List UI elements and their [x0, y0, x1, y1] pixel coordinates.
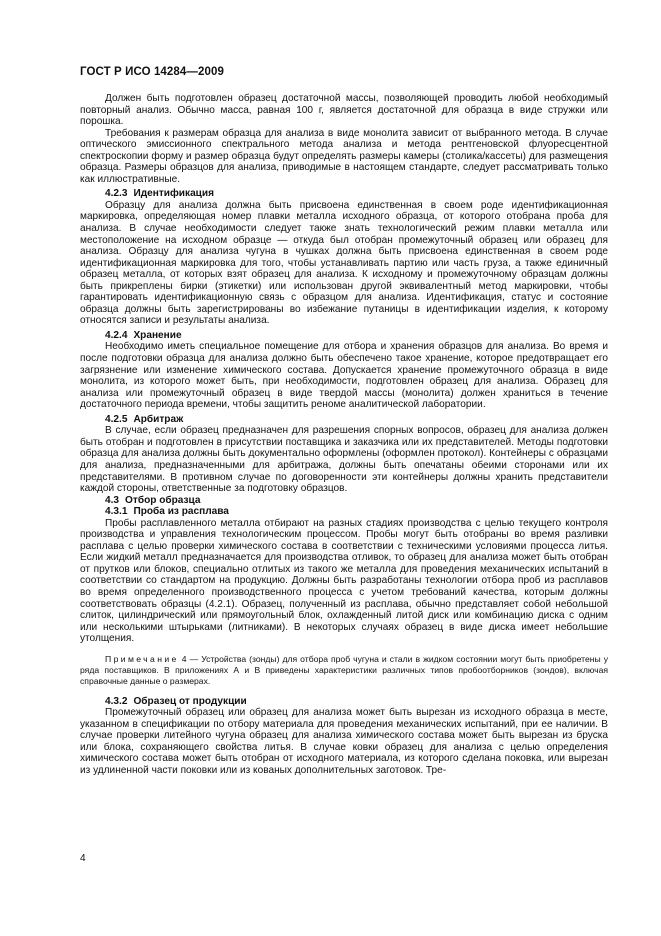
- section-title: Арбитраж: [133, 413, 184, 425]
- page-number: 4: [80, 853, 86, 864]
- note-label: Примечание: [105, 653, 179, 664]
- section-number: 4.3: [105, 494, 120, 506]
- section-heading: [80, 414, 608, 426]
- document-body: [80, 93, 608, 777]
- paragraph: Пробы расплавленного металла отбирают на разных стадиях производства с целью текущего контроля производства и управления технологическим процессом. Пробы могут быть отобраны во время разливки расплава с целью проверки химического состава в соответствии с техническими условиями процесса литья. Если жидкий металл предназначается для производства отливок, то образец для анализа может быть отобран от прутков или блоков, специально отлитых из такого же металла для проведения механических испытаний в соответствии со стандартом на продукцию. Должны быть разработаны технологии отбора проб из расплавов во время определенного производственного процесса с учетом требований качества, которым должны соответствовать образцы (4.2.1). Образец, полученный из расплава, обычно представляет собой небольшой слиток, цилиндрический или прямоугольный блок, охлажденный литой диск или комбинацию диска с одним или несколькими штырьками (литниками). В некоторых случаях образец в виде диска имеет небольшие утолщения.: [80, 517, 608, 645]
- section-number: 4.3.1: [105, 506, 128, 518]
- paragraph: Требования к размерам образца для анализа в виде монолита зависит от выбранного метода. В случае оптического эмиссионного спектрального метода анализа и метода рентгеновской флуоресцентной спектроскопии форму и размер образца будут определять размеры камеры (столика/кассеты) для размещения образца. Размеры образцов для анализа, приводимые в настоящем стандарте, следует рассматривать только как иллюстративные.: [80, 127, 608, 185]
- section-number: 4.2.3: [105, 188, 128, 200]
- section-title: Идентификация: [133, 188, 214, 200]
- section-title: Образец от продукции: [133, 695, 247, 707]
- note: [80, 654, 608, 687]
- paragraph: Образцу для анализа должна быть присвоена единственная в своем роде идентификационная маркировка, определяющая номер плавки металла исходного образца, от которого отобрана проба для анализа. В случае необходимости следует также знать технологический режим плавки металла или местоположение на исходном образце — откуда был отобран промежуточный образец или образец для анализа. Образцу для анализа чугуна в чушках должна быть присвоена единственная в своем роде идентификационная маркировка для того, чтобы устанавливать партию или часть груза, а также единичный образец металла, от которых взят образец для анализа. К исходному и промежуточному образцам должны быть прикреплены бирки (этикетки) или использован другой эквивалентный метод маркировки, чтобы гарантировать идентификационную связь с образцом для анализа. Идентификация, статус и состояние образца должны быть зарегистрированы во избежание путаницы в идентификации изделия, к которому относятся записи и результаты анализа.: [80, 199, 608, 327]
- section-heading: [80, 330, 608, 342]
- note-text: 4 — Устройства (зонды) для отбора проб чугуна и стали в жидком состоянии могут быть приобретены у ряда поставщиков. В приложениях А и В приведены характеристики различных типов пробоотборников (зондов), включая справочные данные о размерах.: [80, 653, 608, 686]
- section-number: 4.2.4: [105, 329, 128, 341]
- section-title: Проба из расплава: [133, 506, 229, 518]
- standard-header: ГОСТ Р ИСО 14284—2009: [80, 66, 225, 78]
- section-heading: [80, 696, 608, 708]
- section-number: 4.3.2: [105, 695, 128, 707]
- paragraph: Промежуточный образец или образец для анализа может быть вырезан из исходного образца в месте, указанном в спецификации по отбору материала для проведения механических испытаний, при ее наличии. В случае проверки литейного чугуна образец для анализа химического состава может быть вырезан из бруска или блока, сохраняющего свойства литья. В случае ковки образец для анализа с целью определения химического состава может быть отобран от исходного материала, из которого сделана поковка, или вырезан из удлиненной части поковки или из кованых дополнительных заготовок. Тре-: [80, 707, 608, 776]
- paragraph: В случае, если образец предназначен для разрешения спорных вопросов, образец для анализа должен быть отобран и подготовлен в присутствии поставщика и заказчика или их представителей. Методы подготовки образца для анализа должны быть документально оформлены (оформлен протокол). Контейнеры с образцами для анализа, предназначенными для арбитража, должны быть опечатаны обеими сторонами или их представителями. В противном случае по договоренности эти контейнеры должны хранить представители каждой стороны, ответственные за подготовку образцов.: [80, 425, 608, 495]
- paragraph: Должен быть подготовлен образец достаточной массы, позволяющей проводить любой необходимый повторный анализ. Обычно масса, равная 100 г, является достаточной для образца в виде стружки или порошка.: [80, 93, 608, 128]
- paragraph: Необходимо иметь специальное помещение для отбора и хранения образцов для анализа. Во время и после подготовки образца для анализа должно быть обеспечено такое хранение, которое предотвращает его загрязнение или изменение химического состава. Допускается хранение промежуточного образца в виде монолита, из которого может быть, при необходимости, подготовлен образец для анализа. Образец для анализа или промежуточный образец в виде твердой массы (монолита) должен храниться в течение достаточного периода времени, чтобы защитить реноме аналитической лаборатории.: [80, 341, 608, 411]
- section-title: Отбор образца: [125, 494, 201, 506]
- section-heading: [80, 188, 608, 200]
- section-heading: [80, 495, 608, 507]
- section-number: 4.2.5: [105, 413, 128, 425]
- section-heading: [80, 506, 608, 518]
- section-title: Хранение: [133, 329, 182, 341]
